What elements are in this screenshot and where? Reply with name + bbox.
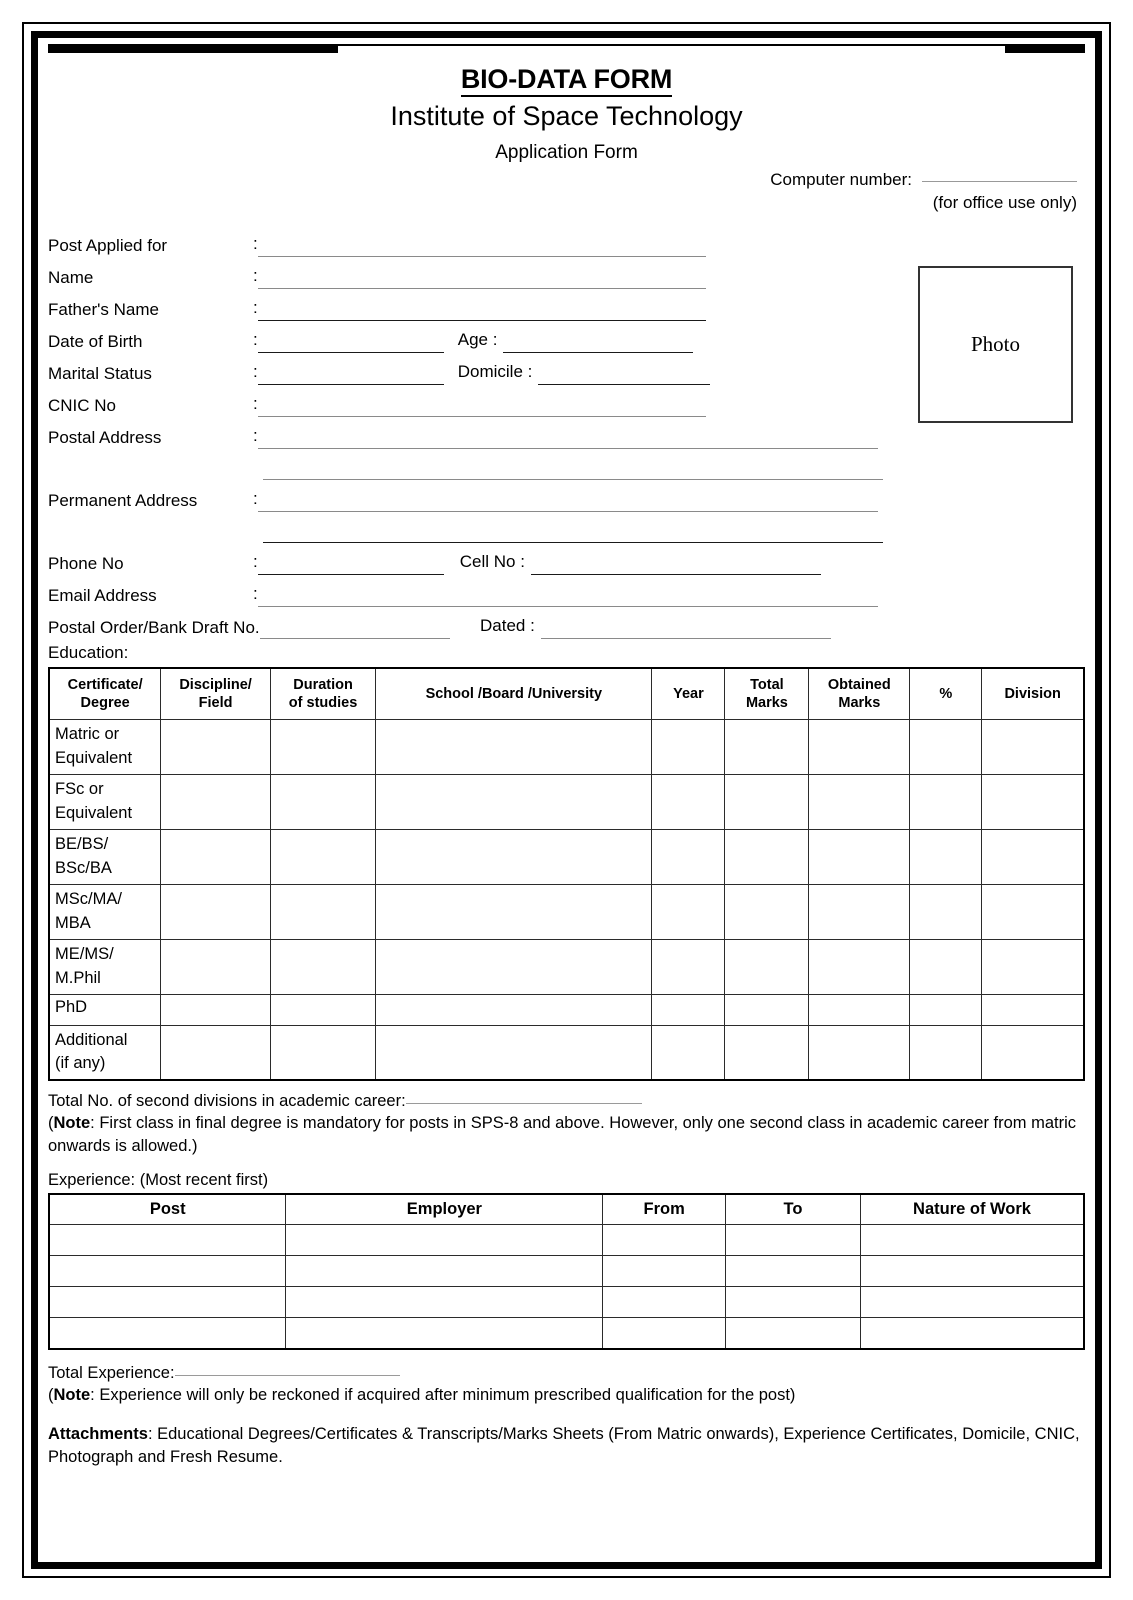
education-cell-duration[interactable]: [270, 884, 375, 939]
field-row-postal-order: [48, 607, 1085, 639]
experience-cell-from[interactable]: [603, 1224, 726, 1255]
education-row-label-matric: Matric or Equivalent: [49, 720, 161, 775]
exp-note-bold-label: Note: [53, 1386, 91, 1405]
second-divisions-label: Total No. of second divisions in academic career:: [48, 1092, 406, 1111]
education-cell-discipline[interactable]: [161, 1025, 271, 1080]
second-divisions-block: [48, 1090, 1085, 1156]
education-cell-duration[interactable]: [270, 720, 375, 775]
education-cell-year[interactable]: [652, 994, 725, 1025]
experience-cell-to[interactable]: [725, 1224, 860, 1255]
education-col-duration: Duration of studies: [270, 668, 375, 720]
education-cell-institution[interactable]: [376, 994, 652, 1025]
experience-col-nature-of-work: Nature of Work: [861, 1194, 1084, 1225]
field-row-email-address: [48, 575, 1085, 607]
experience-cell-nature-of-work[interactable]: [861, 1255, 1084, 1286]
education-col-division: Division: [982, 668, 1084, 720]
education-cell-division[interactable]: [982, 939, 1084, 994]
experience-cell-to[interactable]: [725, 1317, 860, 1349]
colon-marital-status: :: [253, 362, 258, 382]
education-cell-institution[interactable]: [376, 1025, 652, 1080]
education-cell-year[interactable]: [652, 720, 725, 775]
table-row: [49, 829, 1084, 884]
application-form-subtitle: Application Form: [495, 142, 638, 164]
education-cell-discipline[interactable]: [161, 775, 271, 830]
total-experience-block: [48, 1362, 1085, 1408]
education-cell-discipline[interactable]: [161, 994, 271, 1025]
education-cell-year[interactable]: [652, 939, 725, 994]
education-cell-percentage[interactable]: [910, 829, 982, 884]
education-cell-total-marks[interactable]: [725, 994, 809, 1025]
education-table: [48, 667, 1085, 1081]
education-cell-obtained-marks[interactable]: [809, 994, 910, 1025]
table-row: [49, 1286, 1084, 1317]
education-cell-division[interactable]: [982, 994, 1084, 1025]
note-paren-open: (: [48, 1114, 54, 1133]
input-post-applied-for[interactable]: [258, 235, 706, 257]
total-experience-line: [48, 1362, 1085, 1385]
label-permanent-address: Permanent Address: [48, 491, 198, 511]
table-row: [49, 994, 1084, 1025]
experience-note: [48, 1384, 1085, 1407]
education-cell-division[interactable]: [982, 829, 1084, 884]
education-col-school-board-university: School /Board /University: [376, 668, 652, 720]
education-cell-total-marks[interactable]: [725, 775, 809, 830]
table-row: [49, 1025, 1084, 1080]
education-cell-obtained-marks[interactable]: [809, 1025, 910, 1080]
table-row: [49, 1224, 1084, 1255]
colon-cnic-no: :: [253, 394, 258, 414]
education-cell-year[interactable]: [652, 775, 725, 830]
input-phone-no[interactable]: [258, 553, 444, 575]
title-decorative-rule: [48, 44, 1085, 55]
experience-col-from: From: [603, 1194, 726, 1225]
label-postal-order: Postal Order/Bank Draft No.: [48, 618, 260, 638]
education-cell-percentage[interactable]: [910, 775, 982, 830]
education-cell-institution[interactable]: [376, 939, 652, 994]
education-cell-year[interactable]: [652, 884, 725, 939]
label-name: Name: [48, 268, 94, 288]
label-fathers-name: Father's Name: [48, 300, 159, 320]
computer-number-row: [48, 170, 1085, 190]
education-cell-discipline[interactable]: [161, 829, 271, 884]
colon-name: :: [253, 266, 258, 286]
education-col-discipline-field: Discipline/ Field: [161, 668, 271, 720]
education-cell-percentage[interactable]: [910, 720, 982, 775]
label-post-applied-for: Post Applied for: [48, 236, 168, 256]
experience-cell-employer[interactable]: [286, 1317, 603, 1349]
education-row-label-me-ms: ME/MS/ M.Phil: [49, 939, 161, 994]
form-title-text: BIO-DATA FORM: [461, 64, 672, 97]
education-cell-duration[interactable]: [270, 775, 375, 830]
label-postal-address: Postal Address: [48, 428, 162, 448]
label-cnic-no: CNIC No: [48, 396, 117, 416]
education-cell-division[interactable]: [982, 884, 1084, 939]
input-permanent-address-line1[interactable]: [258, 490, 878, 512]
education-cell-total-marks[interactable]: [725, 1025, 809, 1080]
education-col-percentage: %: [910, 668, 982, 720]
education-cell-percentage[interactable]: [910, 884, 982, 939]
total-experience-label: Total Experience:: [48, 1363, 175, 1382]
table-row: [49, 884, 1084, 939]
input-date-of-birth[interactable]: [258, 331, 444, 353]
experience-cell-post[interactable]: [49, 1224, 286, 1255]
input-email-address[interactable]: [258, 585, 878, 607]
input-postal-order-no[interactable]: [260, 617, 450, 639]
table-row: [49, 1255, 1084, 1286]
colon-phone-no: :: [253, 552, 258, 572]
experience-cell-employer[interactable]: [286, 1286, 603, 1317]
form-sheet: [48, 44, 1085, 1556]
input-age[interactable]: [503, 331, 693, 353]
exp-note-body: : Experience will only be reckoned if acquired after minimum prescribed qualification for the post): [90, 1386, 796, 1405]
label-marital-status: Marital Status: [48, 364, 152, 384]
organization-name: Institute of Space Technology: [390, 101, 743, 132]
education-cell-total-marks[interactable]: [725, 720, 809, 775]
label-age: Age :: [457, 330, 498, 350]
experience-cell-from[interactable]: [603, 1255, 726, 1286]
education-col-obtained-marks: Obtained Marks: [809, 668, 910, 720]
colon-date-of-birth: :: [253, 330, 258, 350]
colon-fathers-name: :: [253, 298, 258, 318]
experience-cell-nature-of-work[interactable]: [861, 1317, 1084, 1349]
label-email-address: Email Address: [48, 586, 157, 606]
education-cell-duration[interactable]: [270, 994, 375, 1025]
education-cell-discipline[interactable]: [161, 720, 271, 775]
attachments-text: : Educational Degrees/Certificates & Transcripts/Marks Sheets (From Matric onwards), Experience Certificates, Domicile, CNIC, Photograph and Fresh Resume.: [48, 1425, 1080, 1466]
computer-number-label: Computer number:: [770, 170, 912, 190]
education-cell-division[interactable]: [982, 720, 1084, 775]
education-cell-percentage[interactable]: [910, 994, 982, 1025]
education-cell-division[interactable]: [982, 1025, 1084, 1080]
experience-cell-post[interactable]: [49, 1286, 286, 1317]
experience-cell-from[interactable]: [603, 1317, 726, 1349]
label-date-of-birth: Date of Birth: [48, 332, 143, 352]
education-cell-duration[interactable]: [270, 1025, 375, 1080]
colon-postal-address: :: [253, 426, 258, 446]
experience-cell-nature-of-work[interactable]: [861, 1286, 1084, 1317]
education-col-year: Year: [652, 668, 725, 720]
input-cell-no[interactable]: [531, 553, 821, 575]
field-row-phone-no: [48, 543, 1085, 575]
experience-section-label: Experience: (Most recent first): [48, 1170, 269, 1189]
office-use-note: (for office use only): [932, 193, 1077, 213]
experience-table: [48, 1193, 1085, 1350]
total-experience-input[interactable]: [175, 1375, 400, 1376]
education-cell-percentage[interactable]: [910, 939, 982, 994]
education-row-label-phd: PhD: [49, 994, 161, 1025]
education-cell-year[interactable]: [652, 829, 725, 884]
experience-cell-nature-of-work[interactable]: [861, 1224, 1084, 1255]
education-cell-duration[interactable]: [270, 939, 375, 994]
experience-cell-to[interactable]: [725, 1255, 860, 1286]
input-postal-address-line2[interactable]: [263, 458, 883, 480]
input-fathers-name[interactable]: [258, 299, 706, 321]
photo-label: Photo: [970, 332, 1020, 356]
table-row: [49, 1317, 1084, 1349]
field-row-post-applied-for: [48, 225, 1085, 257]
second-divisions-line: [48, 1090, 1085, 1112]
note-bold-label: Note: [53, 1114, 91, 1133]
education-cell-year[interactable]: [652, 1025, 725, 1080]
education-section-label: Education:: [48, 643, 129, 663]
photo-placeholder-box[interactable]: [918, 266, 1073, 423]
education-cell-percentage[interactable]: [910, 1025, 982, 1080]
education-cell-institution[interactable]: [376, 775, 652, 830]
experience-cell-post[interactable]: [49, 1317, 286, 1349]
education-cell-total-marks[interactable]: [725, 884, 809, 939]
input-postal-address-line1[interactable]: [258, 427, 878, 449]
experience-cell-employer[interactable]: [286, 1255, 603, 1286]
field-row-permanent-address: [48, 480, 1085, 512]
label-phone-no: Phone No: [48, 554, 124, 574]
label-cell-no: Cell No :: [459, 552, 525, 572]
education-cell-total-marks[interactable]: [725, 829, 809, 884]
colon-post-applied-for: :: [253, 234, 258, 254]
note-body: : First class in final degree is mandatory for posts in SPS-8 and above. However, only one second class in academic career from matric onwards is allowed.): [48, 1114, 1077, 1155]
education-cell-discipline[interactable]: [161, 884, 271, 939]
form-title: [48, 65, 1085, 93]
education-cell-obtained-marks[interactable]: [809, 939, 910, 994]
attachments-block: [48, 1423, 1085, 1469]
education-cell-total-marks[interactable]: [725, 939, 809, 994]
education-cell-obtained-marks[interactable]: [809, 775, 910, 830]
colon-permanent-address: :: [253, 489, 258, 509]
education-row-label-additional: Additional (if any): [49, 1025, 161, 1080]
field-row-permanent-address-line2: [48, 512, 1085, 543]
education-cell-obtained-marks[interactable]: [809, 884, 910, 939]
education-row-label-msc-ma: MSc/MA/ MBA: [49, 884, 161, 939]
colon-email-address: :: [253, 584, 258, 604]
table-row: [49, 720, 1084, 775]
education-cell-institution[interactable]: [376, 884, 652, 939]
input-marital-status[interactable]: [258, 363, 444, 385]
education-row-label-be-bs: BE/BS/ BSc/BA: [49, 829, 161, 884]
second-divisions-note: [48, 1112, 1085, 1156]
input-name[interactable]: [258, 267, 706, 289]
education-col-certificate-degree: Certificate/ Degree: [49, 668, 161, 720]
experience-cell-to[interactable]: [725, 1286, 860, 1317]
experience-col-to: To: [725, 1194, 860, 1225]
education-col-total-marks: Total Marks: [725, 668, 809, 720]
input-domicile[interactable]: [538, 363, 710, 385]
experience-col-post: Post: [49, 1194, 286, 1225]
experience-table-header-row: [49, 1194, 1084, 1225]
input-permanent-address-line2[interactable]: [263, 521, 883, 543]
education-cell-institution[interactable]: [376, 720, 652, 775]
education-cell-discipline[interactable]: [161, 939, 271, 994]
experience-cell-employer[interactable]: [286, 1224, 603, 1255]
field-row-postal-address-line2: [48, 449, 1085, 480]
computer-number-input[interactable]: [922, 181, 1077, 182]
table-row: [49, 939, 1084, 994]
label-dated: Dated :: [480, 616, 535, 636]
education-cell-division[interactable]: [982, 775, 1084, 830]
education-row-label-fsc: FSc or Equivalent: [49, 775, 161, 830]
table-row: [49, 775, 1084, 830]
education-cell-duration[interactable]: [270, 829, 375, 884]
input-cnic-no[interactable]: [258, 395, 706, 417]
exp-note-paren-open: (: [48, 1386, 54, 1405]
second-divisions-input[interactable]: [406, 1103, 642, 1104]
education-cell-institution[interactable]: [376, 829, 652, 884]
experience-col-employer: Employer: [286, 1194, 603, 1225]
experience-cell-post[interactable]: [49, 1255, 286, 1286]
education-cell-obtained-marks[interactable]: [809, 720, 910, 775]
label-domicile: Domicile :: [457, 362, 533, 382]
experience-cell-from[interactable]: [603, 1286, 726, 1317]
input-dated[interactable]: [541, 617, 831, 639]
education-cell-obtained-marks[interactable]: [809, 829, 910, 884]
attachments-label: Attachments: [48, 1425, 148, 1444]
education-table-header-row: [49, 668, 1084, 720]
